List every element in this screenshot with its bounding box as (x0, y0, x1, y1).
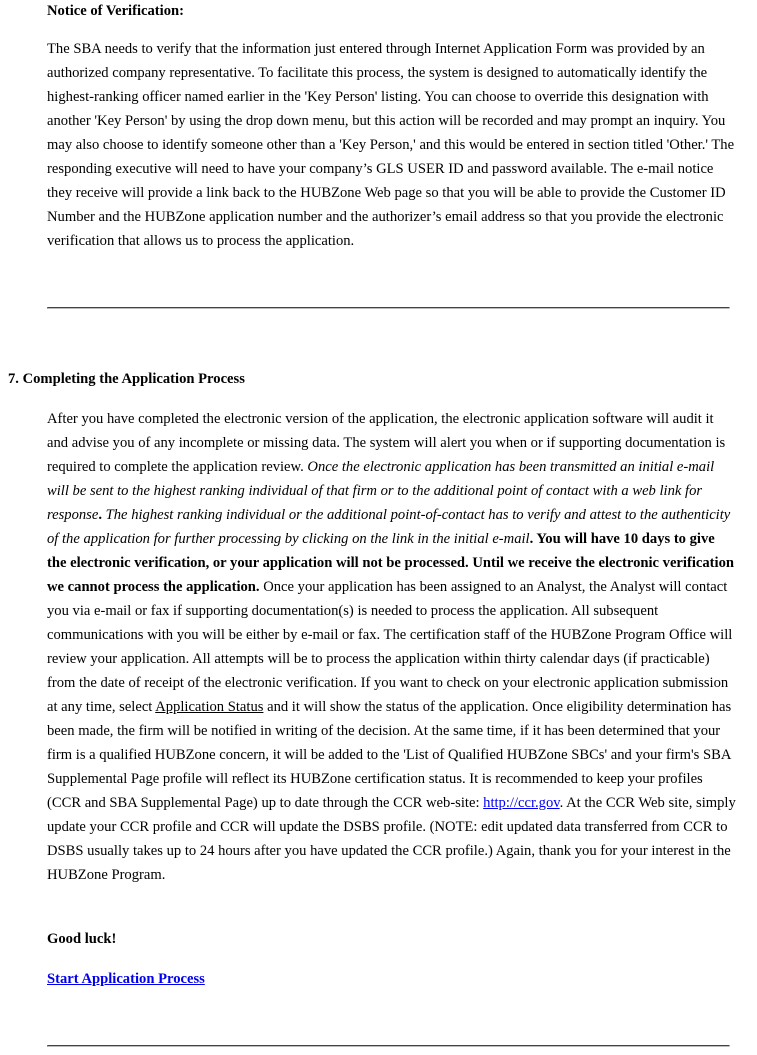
body-text: Once your application has been assigned to an Analyst, the Analyst will contact you via e-mail or fax if supporting documentation(s) is needed to process the application. All subsequent communications with you will be either by e-mail or fax. The certification staff of the HUBZone Program Office will review your application. All attempts will be to process the application within thirty calendar days (if practicable) from the date of receipt of the electronic verification. If you want to check on your electronic application submission at any time, select (47, 579, 733, 715)
notice-title: Notice of Verification: (47, 3, 184, 19)
good-luck-text: Good luck! (47, 931, 117, 947)
body-text: . At the CCR Web site, simply update your CCR profile and CCR will update the DSBS profile. (NOTE: edit updated data transferred from CCR to DSBS usually takes up to 24 hours after you have updated the CCR profile.) Again, thank you for your interest in the HUBZone Program. (47, 795, 736, 883)
divider (47, 307, 730, 309)
body-bold-text: . (98, 507, 102, 523)
section-body (47, 407, 737, 887)
body-italic-text: The highest ranking individual or the additional point-of-contact has to verify and attest to the authenticity of the application for further processing by clicking on the link in the initial e-mail (47, 507, 731, 547)
ccr-gov-link[interactable]: http://ccr.gov (483, 795, 560, 811)
body-text: After you have completed the electronic version of the application, the electronic application software will audit it and advise you of any incomplete or missing data. The system will alert you when or if supporting documentation is required to complete the application review. (47, 411, 726, 475)
start-application-container (47, 969, 205, 989)
deadline-warning-text: . You will have 10 days to give the electronic verification, or your application will not be processed. Until we receive the electronic verification we cannot process the application. (47, 531, 734, 595)
section-heading: 7. Completing the Application Process (8, 371, 245, 387)
notice-body: The SBA needs to verify that the information just entered through Internet Application Form was provided by an authorized company representative. To facilitate this process, the system is designed to automatically identify the highest-ranking officer named earlier in the 'Key Person' listing. You can choose to override this designation with another 'Key Person' by using the drop down menu, but this action will be recorded and may prompt an inquiry. You may also choose to identify someone other than a 'Key Person,' and this would be entered in section titled 'Other.' The responding executive will need to have your company’s GLS USER ID and password available. The e-mail notice they receive will provide a link back to the HUBZone Web page so that you will be able to provide the Customer ID Number and the HUBZone application number and the authorizer’s email address so that you provide the electronic verification that allows us to process the application. (47, 41, 735, 249)
start-application-link[interactable]: Start Application Process (47, 971, 205, 987)
application-status-link[interactable]: Application Status (155, 699, 264, 715)
body-text: and it will show the status of the application. Once eligibility determination has been made, the firm will be notified in writing of the decision. At the same time, if it has been determined that your firm is a qualified HUBZone concern, it will be added to the 'List of Qualified HUBZone SBCs' and your firm's SBA Supplemental Page profile will reflect its HUBZone certification status. It is recommended to keep your profiles (CCR and SBA Supplemental Page) up to date through the CCR web-site: (47, 699, 732, 811)
body-italic-text: Once the electronic application has been transmitted an initial e-mail will be sent to the highest ranking individual of that firm or to the additional point of contact with a web link for response (47, 459, 715, 523)
divider (47, 1045, 730, 1047)
